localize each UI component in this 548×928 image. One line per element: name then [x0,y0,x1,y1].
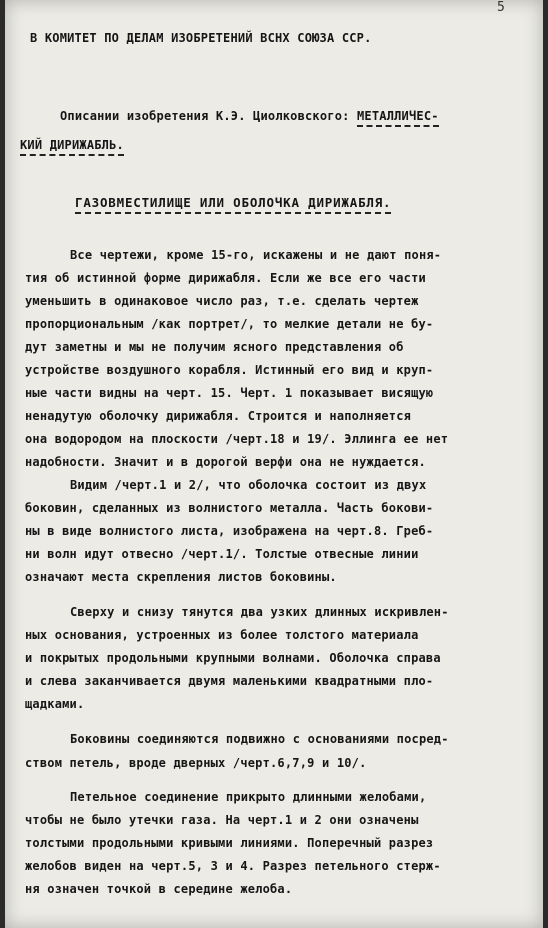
body-line: ни волн идут отвесно /черт.1/. Толстые отвесные линии [25,547,419,561]
body-line: она водородом на плоскости /черт.18 и 19/. Эллинга ее нет [25,432,449,446]
body-line: Все чертежи, кроме 15-го, искажены и не дают поня- [70,248,442,262]
subject-prefix: Описании изобретения К.Э. Циолковского: [60,109,350,123]
body-line: устройстве воздушного корабля. Истинный его вид и круп- [25,363,434,377]
body-line: ня означен точкой в середине желоба. [25,882,293,896]
body-line: и покрытых продольными крупными волнами. Оболочка справа [25,651,441,665]
body-line: ные части видны на черт. 15. Черт. 1 показывает висящую [25,386,434,400]
invention-title-part1: МЕТАЛЛИЧЕС- [357,109,439,127]
body-line: ством петель, вроде дверных /черт.6,7,9 и 10/. [25,756,367,770]
body-line: Видим /черт.1 и 2/, что оболочка состоит из двух [70,478,427,492]
document-page [5,0,543,928]
body-line: Сверху и снизу тянутся два узких длинных искривлен- [70,605,449,619]
body-line: желобов виден на черт.5, 3 и 4. Разрез петельного стерж- [25,859,441,873]
section-heading: ГАЗОВМЕСТИЛИЩЕ ИЛИ ОБОЛОЧКА ДИРИЖАБЛЯ. [75,196,391,210]
subject-line-1 [60,109,439,123]
body-line: Петельное соединение прикрыто длинными желобами, [70,790,427,804]
body-line: ных основания, устроенных из более толстого материала [25,628,419,642]
body-line: надобности. Значит и в дорогой верфи она не нуждается. [25,455,426,469]
page-corner-mark: 5 [497,0,505,15]
body-line: дут заметны и мы не получим ясного представления об [25,340,404,354]
body-line: пропорциональным /как портрет/, то мелкие детали не бу- [25,317,434,331]
body-line: щадками. [25,697,85,711]
body-line: ны в виде волнистого листа, изображена на черт.8. Греб- [25,524,434,538]
body-line: тия об истинной форме дирижабля. Если же все его части [25,271,426,285]
body-line: ненадутую оболочку дирижабля. Строится и наполняется [25,409,412,423]
body-line: боковин, сделанных из волнистого металла. Часть бокови- [25,501,434,515]
body-line: означают места скрепления листов боковины. [25,570,337,584]
body-line: уменьшить в одинаковое число раз, т.е. сделать чертеж [25,294,419,308]
addressee-line: В КОМИТЕТ ПО ДЕЛАМ ИЗОБРЕТЕНИЙ ВСНХ СОЮЗА ССР. [30,31,372,45]
body-line: и слева заканчивается двумя маленькими квадратными пло- [25,674,434,688]
body-line: толстыми продольными кривыми линиями. Поперечный разрез [25,836,434,850]
subject-line-2 [20,138,124,152]
body-line: Боковины соединяются подвижно с основаниями посред- [70,732,449,746]
invention-title-part2: КИЙ ДИРИЖАБЛЬ. [20,138,124,156]
body-line: чтобы не было утечки газа. На черт.1 и 2 они означены [25,813,419,827]
